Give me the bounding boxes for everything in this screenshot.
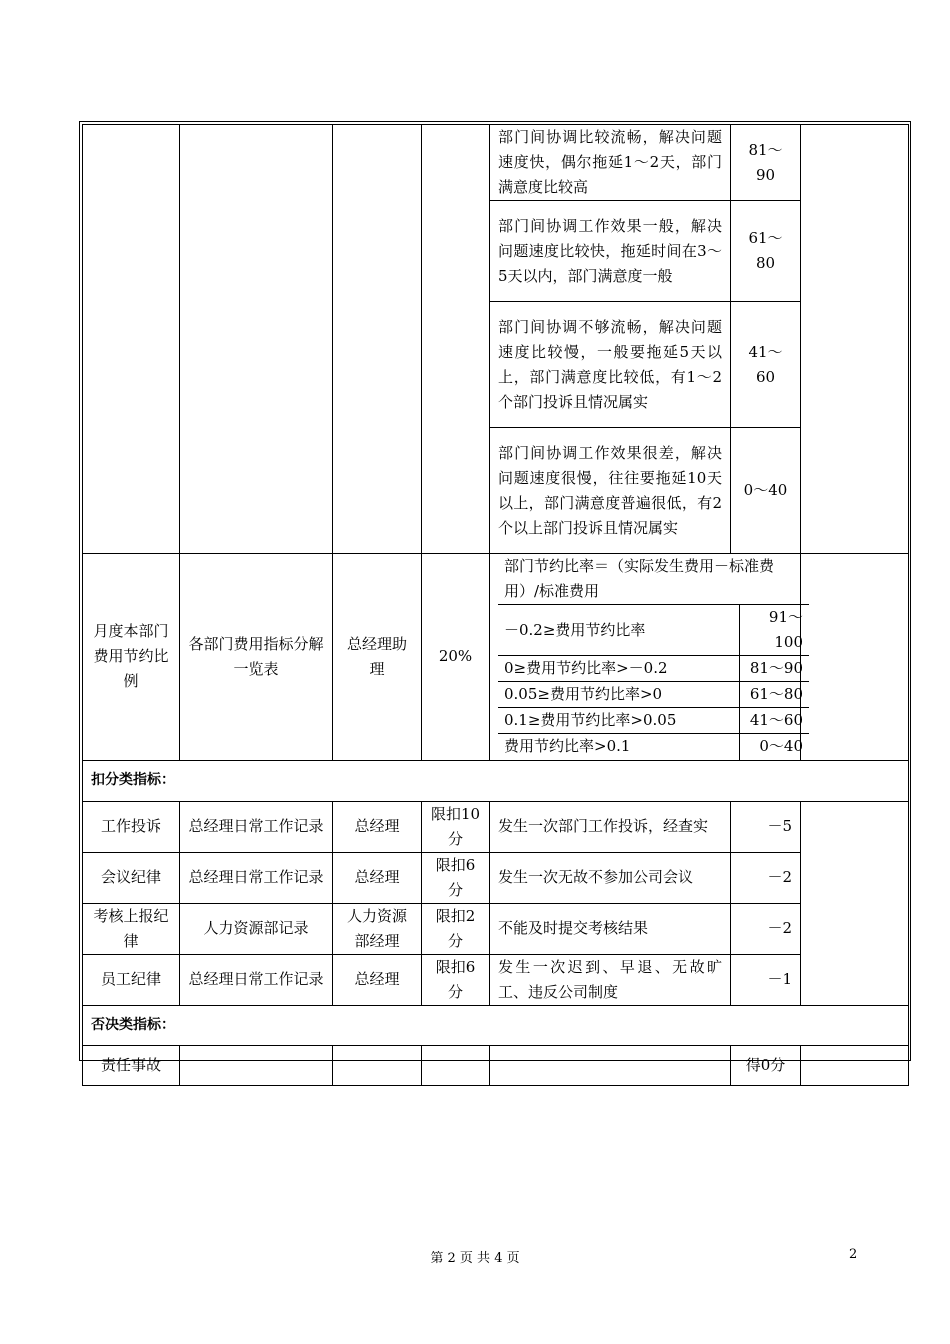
- evaluator: 人力资源部经理: [333, 903, 422, 954]
- section-header-row: [83, 1005, 909, 1045]
- deduction-limit: 限扣6分: [422, 852, 490, 903]
- criteria-text: 部门间协调工作效果很差，解决问题速度很慢，往往要拖延10天以上，部门满意度普遍很低，有2个以上部门投诉且情况属实: [490, 428, 731, 554]
- evaluator: 总经理: [333, 954, 422, 1005]
- evaluator: [333, 1045, 422, 1085]
- table-row: [83, 903, 909, 954]
- result-cell: [801, 125, 909, 554]
- assessment-table: [82, 124, 909, 1086]
- level-score: 41～60: [739, 708, 809, 734]
- cost-saving-row: [83, 554, 909, 761]
- evaluator: 总经理: [333, 852, 422, 903]
- data-source: 总经理日常工作记录: [180, 801, 333, 852]
- deduction-limit: 限扣2分: [422, 903, 490, 954]
- table-row: [83, 801, 909, 852]
- table-row: [83, 125, 909, 201]
- level-text: 0≥费用节约比率>－0.2: [498, 656, 739, 682]
- criteria-text: 发生一次无故不参加公司会议: [490, 852, 731, 903]
- level-score: 61～80: [739, 682, 809, 708]
- indicator-name: 月度本部门费用节约比例: [83, 554, 180, 761]
- indicator-name: 工作投诉: [83, 801, 180, 852]
- result-cell: [801, 1045, 909, 1085]
- weight-cell: [422, 125, 490, 554]
- level-score: 91～100: [739, 605, 809, 656]
- cost-levels-table: [498, 554, 809, 760]
- deduction-score: －2: [731, 903, 801, 954]
- criteria-text: 发生一次迟到、早退、无故旷工、违反公司制度: [490, 954, 731, 1005]
- level-text: 0.05≥费用节约比率>0: [498, 682, 739, 708]
- score-range: 81～90: [731, 125, 801, 201]
- deduction-limit: [422, 1045, 490, 1085]
- evaluator-cell: [333, 125, 422, 554]
- criteria-text: 部门间协调不够流畅，解决问题速度比较慢，一般要拖延5天以上，部门满意度比较低，有1～2个部门投诉且情况属实: [490, 302, 731, 428]
- level-text: 费用节约比率>0.1: [498, 734, 739, 760]
- page-count-text: 第 2 页 共 4 页: [430, 1251, 520, 1266]
- indicator-name: 员工纪律: [83, 954, 180, 1005]
- deduction-score: －5: [731, 801, 801, 852]
- deduction-section-title: 扣分类指标：: [83, 760, 909, 801]
- cost-criteria-block: [490, 554, 801, 761]
- indicator-name: 会议纪律: [83, 852, 180, 903]
- criteria-text: [490, 1045, 731, 1085]
- criteria-text: 部门间协调工作效果一般，解决问题速度比较快，拖延时间在3～5天以内，部门满意度一般: [490, 201, 731, 302]
- indicator-name: 责任事故: [83, 1045, 180, 1085]
- table-row: [83, 954, 909, 1005]
- page-number: 2: [849, 1247, 858, 1262]
- deduction-score: －1: [731, 954, 801, 1005]
- data-source: 人力资源部记录: [180, 903, 333, 954]
- veto-score: 得0分: [731, 1045, 801, 1085]
- indicator-name: 考核上报纪律: [83, 903, 180, 954]
- data-source: 总经理日常工作记录: [180, 852, 333, 903]
- score-range: 41～60: [731, 302, 801, 428]
- data-source: 总经理日常工作记录: [180, 954, 333, 1005]
- deduction-limit: 限扣10分: [422, 801, 490, 852]
- table-row: [83, 1045, 909, 1085]
- weight: 20%: [422, 554, 490, 761]
- level-text: －0.2≥费用节约比率: [498, 605, 739, 656]
- level-score: 0～40: [739, 734, 809, 760]
- deduction-limit: 限扣6分: [422, 954, 490, 1005]
- criteria-text: 部门间协调比较流畅，解决问题速度快，偶尔拖延1～2天，部门满意度比较高: [490, 125, 731, 201]
- result-cell: [801, 801, 909, 1005]
- result-cell: [801, 554, 909, 761]
- score-range: 61～80: [731, 201, 801, 302]
- evaluator: 总经理: [333, 801, 422, 852]
- source-cell: [180, 125, 333, 554]
- data-source: [180, 1045, 333, 1085]
- level-score: 81～90: [739, 656, 809, 682]
- data-source: 各部门费用指标分解一览表: [180, 554, 333, 761]
- cost-formula: 部门节约比率＝（实际发生费用－标准费用）/标准费用: [504, 557, 775, 600]
- indicator-cell: [83, 125, 180, 554]
- evaluator: 总经理助理: [333, 554, 422, 761]
- section-header-row: [83, 760, 909, 801]
- level-text: 0.1≥费用节约比率>0.05: [498, 708, 739, 734]
- score-range: 0～40: [731, 428, 801, 554]
- veto-section-title: 否决类指标：: [83, 1005, 909, 1045]
- deduction-score: －2: [731, 852, 801, 903]
- criteria-text: 不能及时提交考核结果: [490, 903, 731, 954]
- table-row: [83, 852, 909, 903]
- criteria-text: 发生一次部门工作投诉，经查实: [490, 801, 731, 852]
